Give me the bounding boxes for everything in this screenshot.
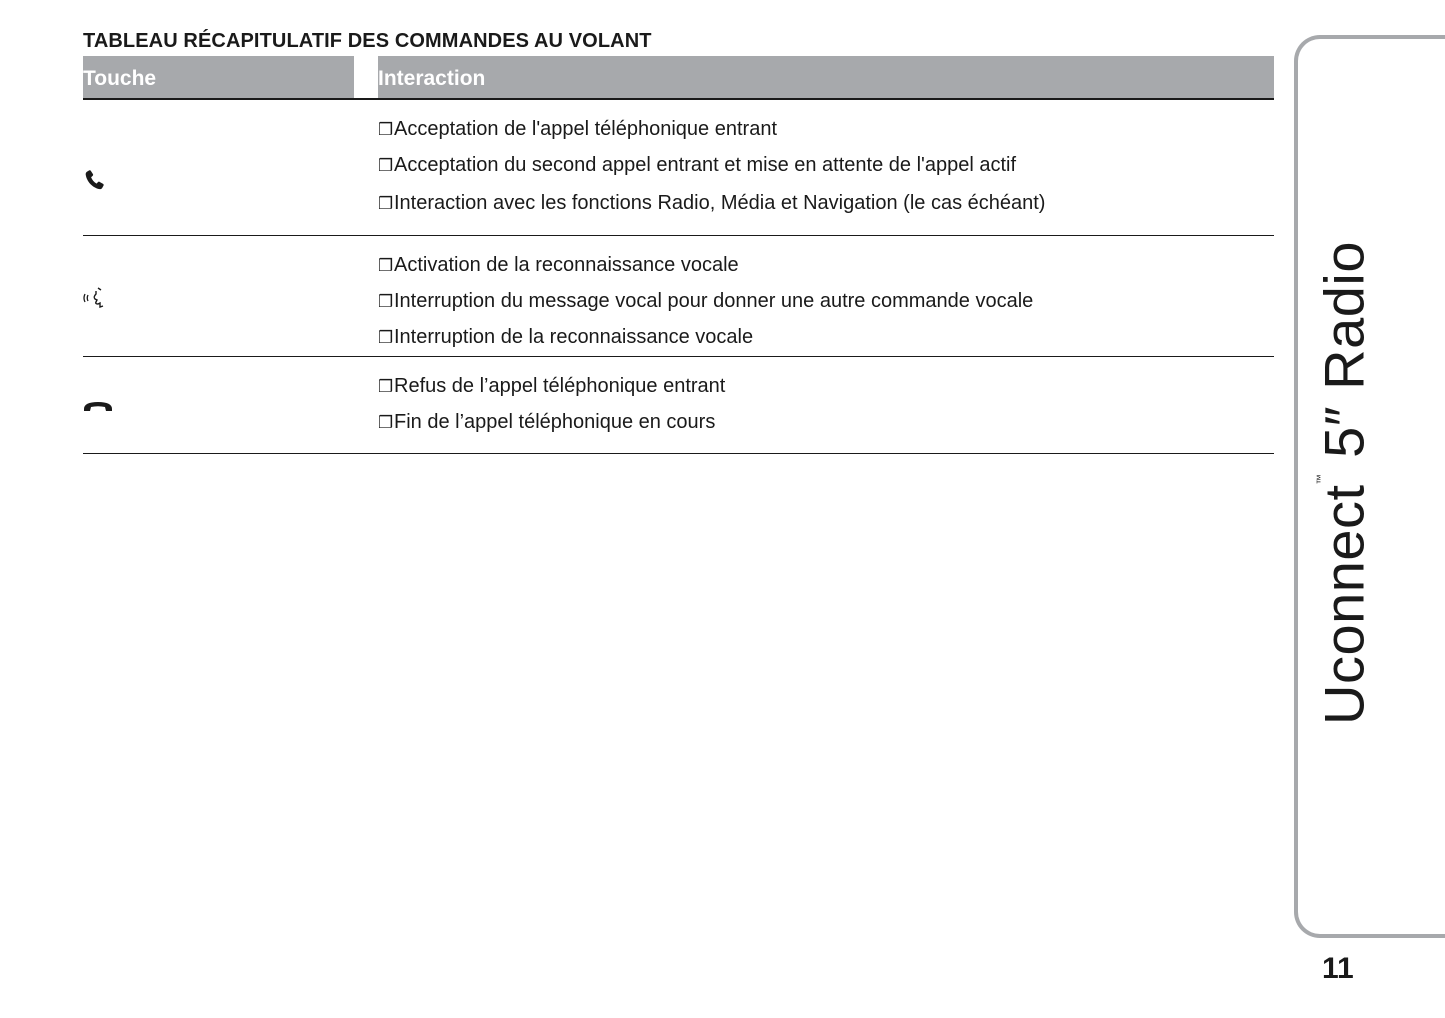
chapter-brand: Uconnect [1312,484,1376,725]
row-divider [83,356,1274,357]
list-item: ❒Interruption du message vocal pour donner une autre commande vocale [378,290,1034,312]
chapter-model: 5″ Radio [1312,241,1376,458]
list-item: ❒Refus de l’appel téléphonique entrant [378,375,726,397]
list-item: ❒Fin de l’appel téléphonique en cours [378,411,716,433]
page-number: 11 [1322,952,1354,985]
checkbox-bullet-icon: ❒ [378,328,394,347]
checkbox-bullet-icon: ❒ [378,156,394,175]
checkbox-bullet-icon: ❒ [378,194,394,213]
checkbox-bullet-icon: ❒ [378,377,394,396]
header-divider [83,98,1274,100]
column-header-interaction [378,56,1274,98]
list-item: ❒Acceptation de l'appel téléphonique entrant [378,118,777,140]
checkbox-bullet-icon: ❒ [378,413,394,432]
phone-hangup-icon [82,398,114,419]
table-bottom-divider [83,453,1274,454]
list-item: ❒Interaction avec les fonctions Radio, Média et Navigation (le cas échéant) [378,192,1046,214]
checkbox-bullet-icon: ❒ [378,120,394,139]
phone-answer-icon [82,168,108,199]
voice-recognition-icon [82,285,108,316]
checkbox-bullet-icon: ❒ [378,292,394,311]
trademark-symbol: ™ [1315,473,1327,485]
list-item: ❒Acceptation du second appel entrant et mise en attente de l'appel actif [378,154,1017,176]
row-divider [83,235,1274,236]
column-header-touch: Touche [83,56,354,98]
section-title: TABLEAU RÉCAPITULATIF DES COMMANDES AU VOLANT [83,30,652,52]
column-header-interaction-label: Interaction [378,67,486,90]
list-item: ❒Activation de la reconnaissance vocale [378,254,739,276]
checkbox-bullet-icon: ❒ [378,256,394,275]
chapter-title [1312,241,1377,725]
list-item: ❒Interruption de la reconnaissance vocale [378,326,754,348]
